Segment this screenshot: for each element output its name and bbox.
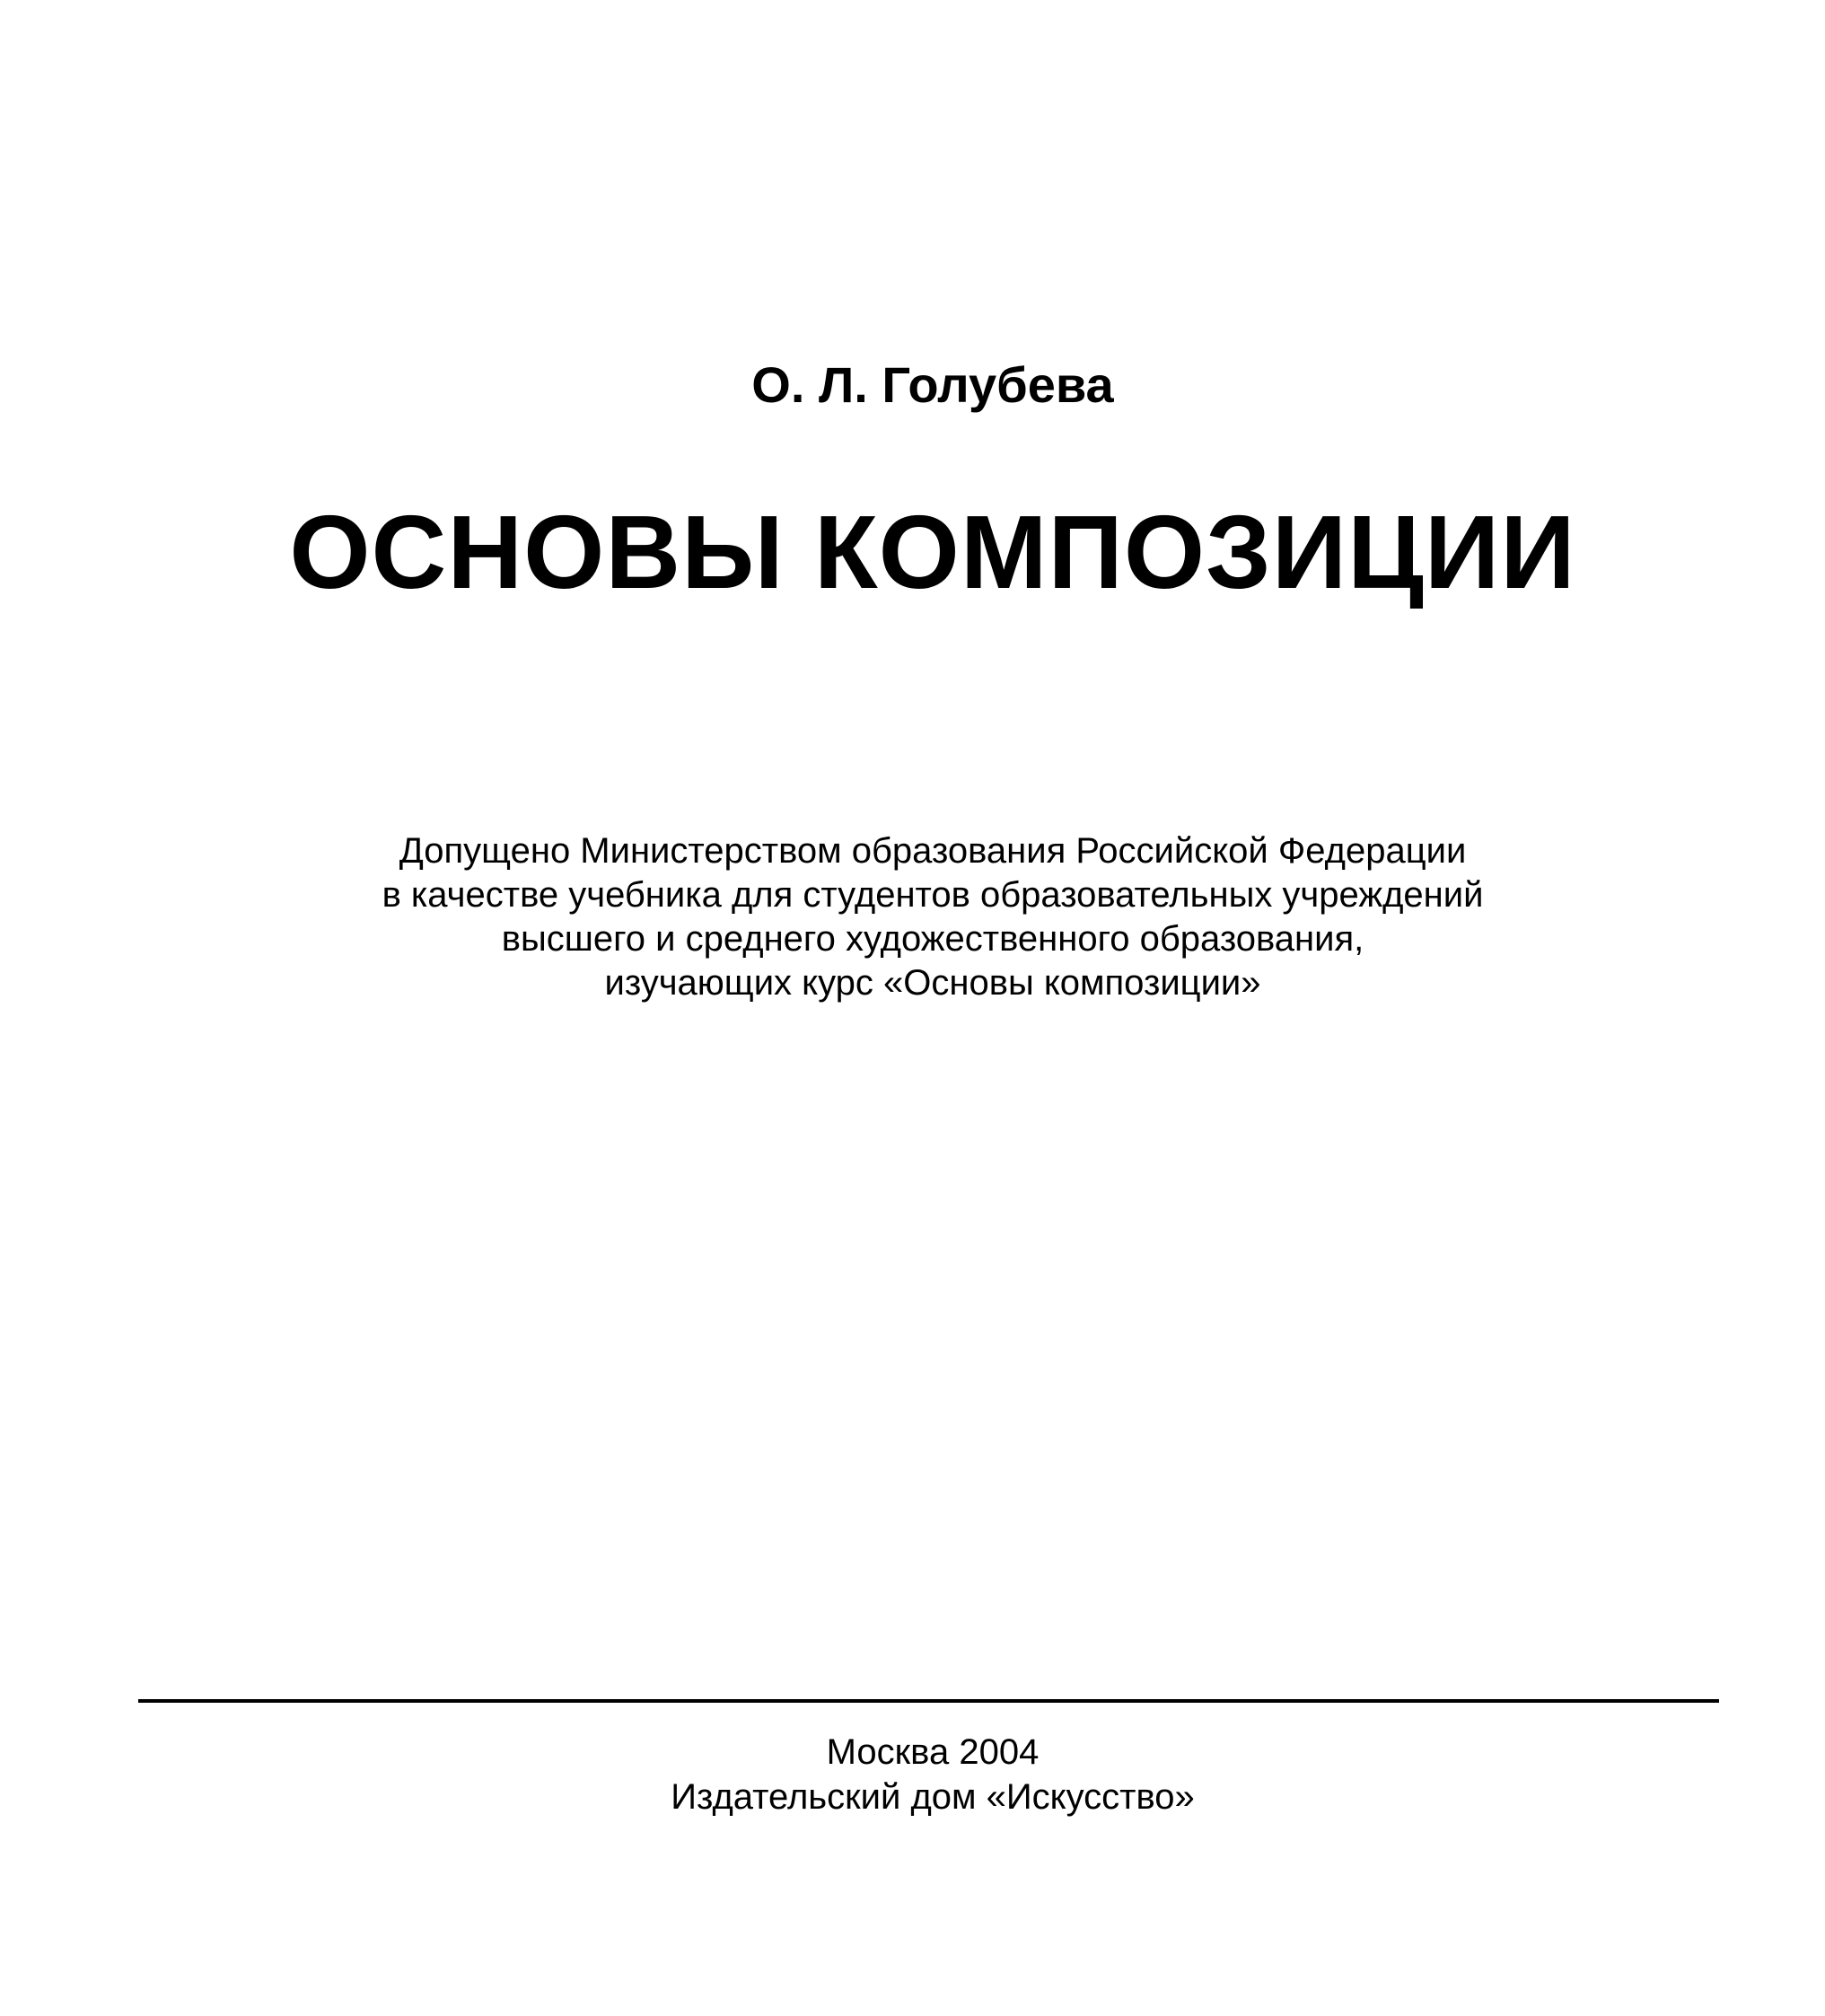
author-name: О. Л. Голубева — [751, 356, 1114, 413]
imprint — [0, 1730, 1825, 1819]
approval-line: изучающих курс «Основы композиции» — [604, 963, 1261, 1003]
horizontal-divider — [138, 1699, 1719, 1703]
approval-line: Допущено Министерством образования Российской Федерации — [399, 831, 1467, 871]
city-year: Москва 2004 — [826, 1732, 1040, 1772]
publisher-name: Издательский дом «Искусство» — [671, 1777, 1195, 1817]
approval-statement — [0, 829, 1825, 1005]
approval-line: в качестве учебника для студентов образовательных учреждений — [382, 875, 1484, 915]
book-title: ОСНОВЫ КОМПОЗИЦИИ — [289, 494, 1576, 610]
approval-line: высшего и среднего художественного образования, — [501, 919, 1364, 959]
